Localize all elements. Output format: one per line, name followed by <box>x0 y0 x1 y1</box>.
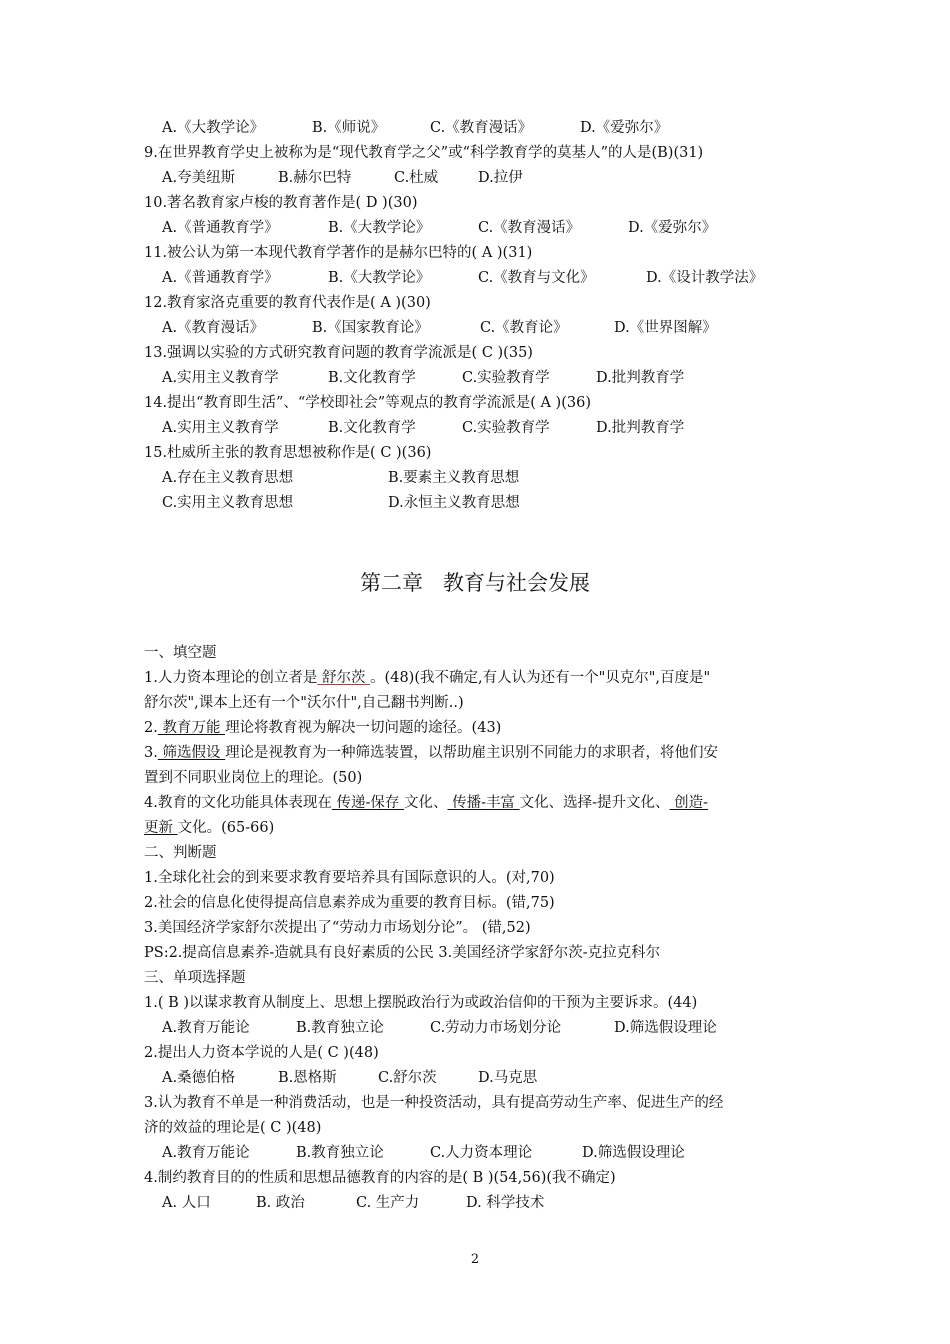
option: A.夸美纽斯 <box>162 170 236 186</box>
q15-options-row1 <box>162 466 519 491</box>
option: D.《世界图解》 <box>614 320 717 336</box>
option: D.筛选假设理论 <box>614 1020 717 1036</box>
option: D.永恒主义教育思想 <box>388 495 520 511</box>
fill-question-4-cont <box>144 816 274 841</box>
option: D.批判教育学 <box>596 370 685 386</box>
q10-options <box>162 216 716 241</box>
answer-blank: 筛选假设 <box>157 745 226 761</box>
option: C.实验教育学 <box>462 420 550 436</box>
question-text: 4.教育的文化功能具体表现在 <box>144 795 332 811</box>
option: A.教育万能论 <box>162 1145 250 1161</box>
single-question-3: 3.认为教育不单是一种消费活动，也是一种投资活动，具有提高劳动生产率、促进生产的经 <box>144 1095 724 1111</box>
chapter-title: 第二章 教育与社会发展 <box>359 571 591 595</box>
option: A.存在主义教育思想 <box>162 470 294 486</box>
option: C. 生产力 <box>356 1195 420 1211</box>
question-11: 11.被公认为第一本现代教育学著作的是赫尔巴特的( A )(31) <box>144 245 533 261</box>
option: D.筛选假设理论 <box>582 1145 685 1161</box>
option: A. 人口 <box>162 1195 211 1211</box>
option: C.《教育与文化》 <box>478 270 595 286</box>
option: D.马克思 <box>478 1070 538 1086</box>
question-14: 14.提出“教育即生活”、“学校即社会”等观点的教育学流派是( A )(36) <box>144 395 591 411</box>
option: D.批判教育学 <box>596 420 685 436</box>
fill-question-1 <box>144 666 710 691</box>
option: A.《教育漫话》 <box>162 320 265 336</box>
option: C.杜威 <box>394 170 439 186</box>
option: B.《大教学论》 <box>328 270 431 286</box>
option: A.教育万能论 <box>162 1020 250 1036</box>
question-15: 15.杜威所主张的教育思想被称作是( C )(36) <box>144 445 432 461</box>
question-10: 10.著名教育家卢梭的教育著作是( D )(30) <box>144 195 418 211</box>
option: B.赫尔巴特 <box>278 170 352 186</box>
q12-options <box>162 316 717 341</box>
option: B.文化教育学 <box>328 370 416 386</box>
option: D.拉伊 <box>478 170 523 186</box>
option: A.《普通教育学》 <box>162 220 279 236</box>
q14-options <box>162 416 684 441</box>
option: B.《国家教育论》 <box>312 320 429 336</box>
judge-ps-note: PS:2.提高信息素养-造就具有良好素质的公民 3.美国经济学家舒尔茨-克拉克科尔 <box>144 945 661 961</box>
option: B. 政治 <box>256 1195 305 1211</box>
question-text: 1.人力资本理论的创立者是 <box>144 670 318 686</box>
judge-item-1: 1.全球化社会的到来要求教育要培养具有国际意识的人。(对,70) <box>144 870 555 886</box>
question-text: 文化、选择-提升文化、 <box>519 795 670 811</box>
option: B.教育独立论 <box>296 1145 384 1161</box>
question-text: 理论是视教育为一种筛选装置，以帮助雇主识别不同能力的求职者，将他们安 <box>225 745 719 761</box>
q9-options <box>162 166 523 191</box>
answer-blank: 教育万能 <box>157 720 226 736</box>
single-q1-options <box>162 1016 717 1041</box>
option: C.《教育论》 <box>480 320 568 336</box>
page-number: 2 <box>470 1252 480 1267</box>
question-text: 文化、 <box>403 795 448 811</box>
fill-question-3-cont: 置到不同职业岗位上的理论。(50) <box>144 770 363 786</box>
q15-options-row2 <box>162 491 520 516</box>
option: B.要素主义教育思想 <box>388 470 520 486</box>
option: A.实用主义教育学 <box>162 370 279 386</box>
answer-blank: 创造- <box>669 795 709 811</box>
option: C.《教育漫话》 <box>430 120 533 136</box>
option: C.人力资本理论 <box>430 1145 533 1161</box>
q11-options <box>162 266 763 291</box>
section-heading-judge: 二、判断题 <box>144 845 217 861</box>
question-13: 13.强调以实验的方式研究教育问题的教育学流派是( C )(35) <box>144 345 533 361</box>
single-q2-options <box>162 1066 537 1091</box>
fill-question-1-cont: 舒尔茨",课本上还有一个"沃尔什",自己翻书判断..) <box>144 695 464 711</box>
answer-blank: 更新 <box>144 820 178 836</box>
judge-item-2: 2.社会的信息化使得提高信息素养成为重要的教育目标。(错,75) <box>144 895 555 911</box>
single-q4-options <box>162 1191 544 1216</box>
fill-question-2 <box>144 716 501 741</box>
option: D.《爱弥尔》 <box>580 120 669 136</box>
question-text: 文化。(65-66) <box>177 820 275 836</box>
option: A.《普通教育学》 <box>162 270 279 286</box>
single-q3-options <box>162 1141 685 1166</box>
single-question-4: 4.制约教育目的的性质和思想品德教育的内容的是( B )(54,56)(我不确定) <box>144 1170 616 1186</box>
q8-options <box>162 116 668 141</box>
option: D. 科学技术 <box>466 1195 545 1211</box>
single-question-1: 1.( B )以谋求教育从制度上、思想上摆脱政治行为或政治信仰的干预为主要诉求。(44) <box>144 995 698 1011</box>
option: A.《大教学论》 <box>162 120 265 136</box>
fill-question-3 <box>144 741 718 766</box>
question-text: 3. <box>144 745 158 761</box>
option: B.《师说》 <box>312 120 386 136</box>
question-text: 理论将教育视为解决一切问题的途径。(43) <box>225 720 502 736</box>
option: B.恩格斯 <box>278 1070 337 1086</box>
question-9: 9.在世界教育学史上被称为是“现代教育学之父”或“科学教育学的莫基人”的人是(B)(31) <box>144 145 704 161</box>
option: C.劳动力市场划分论 <box>430 1020 562 1036</box>
option: D.《设计教学法》 <box>646 270 764 286</box>
question-text: 2. <box>144 720 158 736</box>
single-question-3-cont: 济的效益的理论是( C )(48) <box>144 1120 322 1136</box>
answer-blank: 舒尔茨 <box>317 670 371 686</box>
option: C.实用主义教育思想 <box>162 495 294 511</box>
judge-item-3: 3.美国经济学家舒尔茨提出了“劳动力市场划分论”。 (错,52) <box>144 920 531 936</box>
q13-options <box>162 366 684 391</box>
option: B.文化教育学 <box>328 420 416 436</box>
option: C.实验教育学 <box>462 370 550 386</box>
option: C.《教育漫话》 <box>478 220 581 236</box>
answer-blank: 传播-丰富 <box>447 795 520 811</box>
option: A.桑德伯格 <box>162 1070 236 1086</box>
single-question-2: 2.提出人力资本学说的人是( C )(48) <box>144 1045 379 1061</box>
option: A.实用主义教育学 <box>162 420 279 436</box>
answer-blank: 传递-保存 <box>331 795 404 811</box>
section-heading-fill: 一、填空题 <box>144 645 217 661</box>
option: B.《大教学论》 <box>328 220 431 236</box>
section-heading-single: 三、单项选择题 <box>144 970 246 986</box>
option: D.《爱弥尔》 <box>628 220 717 236</box>
option: C.舒尔茨 <box>378 1070 437 1086</box>
option: B.教育独立论 <box>296 1020 384 1036</box>
question-text: 。(48)(我不确定,有人认为还有一个"贝克尔",百度是" <box>370 670 711 686</box>
question-12: 12.教育家洛克重要的教育代表作是( A )(30) <box>144 295 431 311</box>
fill-question-4 <box>144 791 708 816</box>
